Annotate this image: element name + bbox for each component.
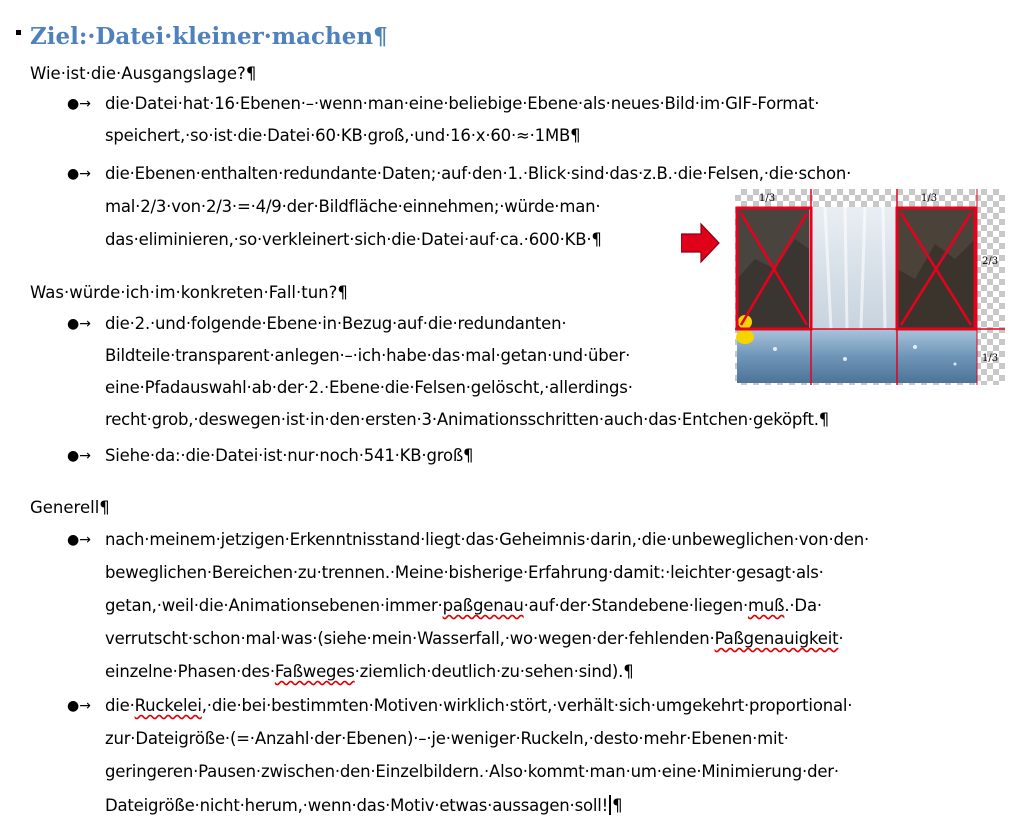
misspelled-word[interactable]: muß <box>748 596 785 615</box>
misspelled-word[interactable]: Faßweges <box>274 662 355 681</box>
fraction-label: 1/3 <box>759 193 776 204</box>
text-line: zur·Dateigröße·(=·Anzahl·der·Ebenen)·–·je·weniger·Ruckeln,·desto·mehr·Ebenen·mit· <box>105 729 789 748</box>
text-line: eine·Pfadauswahl·ab·der·2.·Ebene·die·Felsen·gelöscht,·allerdings· <box>105 378 633 397</box>
text-line <box>105 696 852 715</box>
text-line <box>105 662 634 681</box>
bullet-marker: ●→ <box>67 316 91 332</box>
bullet-marker: ●→ <box>67 96 91 112</box>
text-cursor <box>609 795 611 815</box>
text-run: getan,·weil·die·Animationsebenen·immer· <box>105 596 443 615</box>
text-line: beweglichen·Bereichen·zu·trennen.·Meine·bisherige·Erfahrung·damit:·leichter·gesagt·als· <box>105 563 824 582</box>
page-title: Ziel:·Datei·kleiner·machen¶ <box>30 23 388 50</box>
text-line: das·eliminieren,·so·verkleinert·sich·die·Datei·auf·ca.·600·KB·¶ <box>105 230 602 249</box>
paragraph-mark <box>16 30 21 35</box>
section-heading-ausgangslage: Wie·ist·die·Ausgangslage?¶ <box>30 64 257 83</box>
waterfall-picture <box>735 189 1005 385</box>
waterfall-image[interactable] <box>735 189 1005 385</box>
text-run: · <box>838 629 844 648</box>
text-line: Bildteile·transparent·anlegen·–·ich·habe·das·mal·getan·und·über· <box>105 346 631 365</box>
misspelled-word[interactable]: paßgenau <box>442 596 524 615</box>
bullet-marker: ●→ <box>67 532 91 548</box>
text-run: ,·die·bei·bestimmten·Motiven·wirklich·stört,·verhält·sich·umgekehrt·proportional· <box>201 696 853 715</box>
text-line: speichert,·so·ist·die·Datei·60·KB·groß,·und·16·x·60·≈·1MB¶ <box>105 126 581 145</box>
red-arrow-icon <box>681 222 721 264</box>
text-line <box>105 596 822 615</box>
bullet-marker: ●→ <box>67 448 91 464</box>
fraction-label: 1/3 <box>982 353 999 364</box>
text-line <box>105 795 622 815</box>
section-heading-konkreter-fall: Was·würde·ich·im·konkreten·Fall·tun?¶ <box>30 283 348 302</box>
text-line: nach·meinem·jetzigen·Erkenntnisstand·liegt·das·Geheimnis·darin,·die·unbeweglichen·von·den· <box>105 530 870 549</box>
text-line: geringeren·Pausen·zwischen·den·Einzelbildern.·Also·kommt·man·um·eine·Minimierung·der· <box>105 762 839 781</box>
text-run: ¶ <box>612 796 623 815</box>
text-line <box>105 629 843 648</box>
text-run: ·auf·der·Standebene·liegen· <box>523 596 749 615</box>
text-run: Dateigröße·nicht·herum,·wenn·das·Motiv·etwas·aussagen·soll! <box>105 796 609 815</box>
text-line: recht·grob,·deswegen·ist·in·den·ersten·3·Animationsschritten·auch·das·Entchen·geköpft.¶ <box>105 410 830 429</box>
text-run: ·ziemlich·deutlich·zu·sehen·sind).¶ <box>354 662 634 681</box>
text-line: mal·2/3·von·2/3·=·4/9·der·Bildfläche·einnehmen;·würde·man· <box>105 197 601 216</box>
text-line: die·Datei·hat·16·Ebenen·–·wenn·man·eine·beliebige·Ebene·als·neues·Bild·im·GIF-Format· <box>105 94 820 113</box>
text-run: die· <box>105 696 135 715</box>
text-line: Siehe·da:·die·Datei·ist·nur·noch·541·KB·groß¶ <box>105 446 474 465</box>
text-line: die·Ebenen·enthalten·redundante·Daten;·auf·den·1.·Blick·sind·das·z.B.·die·Felsen,·die·schon· <box>105 164 852 183</box>
text-run: verrutscht·schon·mal·was·(siehe·mein·Wasserfall,·wo·wegen·der·fehlenden· <box>105 629 715 648</box>
misspelled-word[interactable]: Ruckelei <box>134 696 202 715</box>
section-heading-generell: Generell¶ <box>30 498 110 517</box>
text-run: einzelne·Phasen·des· <box>105 662 275 681</box>
bullet-marker: ●→ <box>67 698 91 714</box>
bullet-marker: ●→ <box>67 166 91 182</box>
text-line: die·2.·und·folgende·Ebene·in·Bezug·auf·die·redundanten· <box>105 314 567 333</box>
fraction-label: 2/3 <box>982 256 999 267</box>
fraction-label: 1/3 <box>921 193 938 204</box>
misspelled-word[interactable]: Paßgenauigkeit <box>714 629 839 648</box>
text-run: .·Da· <box>784 596 822 615</box>
